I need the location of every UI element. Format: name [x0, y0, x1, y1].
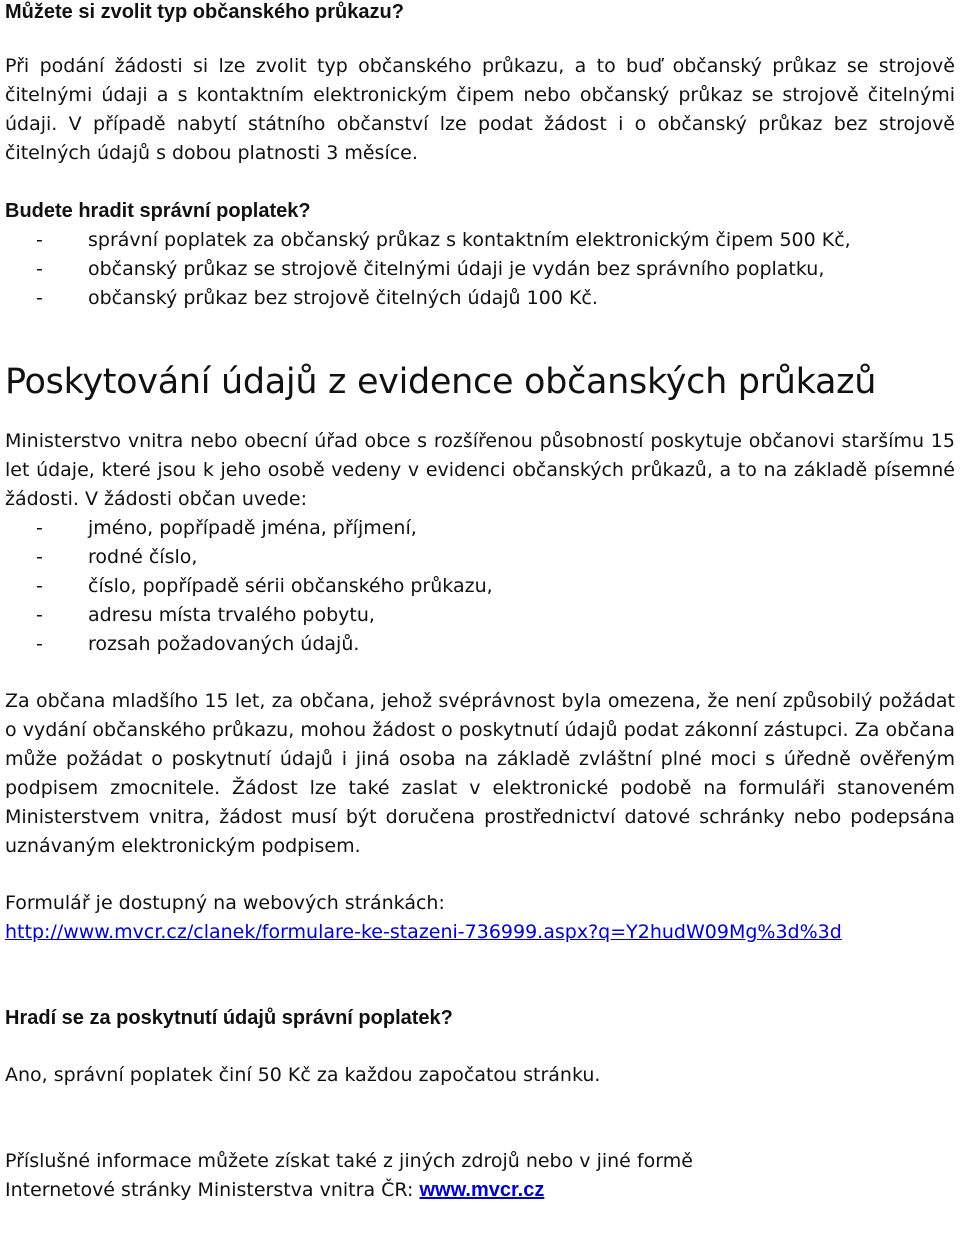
list-item-text: občanský průkaz se strojově čitelnými údaji je vydán bez správního poplatku,: [88, 258, 825, 280]
document-page: [5, 0, 955, 1205]
list-item: [5, 226, 955, 255]
mvcr-website-link[interactable]: www.mvcr.cz: [419, 1179, 545, 1201]
page-title-data-provision: Poskytování údajů z evidence občanských průkazů: [5, 362, 877, 402]
dash-bullet: -: [36, 258, 43, 280]
data-fee-text: Ano, správní poplatek činí 50 Kč za každou započatou stránku.: [5, 1064, 601, 1086]
footer-info-text: Příslušné informace můžete získat také z jiných zdrojů nebo v jiné formě: [5, 1150, 693, 1172]
dash-bullet: -: [36, 546, 43, 568]
request-contents-list: [5, 514, 955, 659]
list-item-text: správní poplatek za občanský průkaz s kontaktním elektronickým čipem 500 Kč,: [88, 229, 851, 251]
list-item: [5, 572, 955, 601]
form-availability-text: Formulář je dostupný na webových stránkách:: [5, 892, 445, 914]
list-item: [5, 543, 955, 572]
dash-bullet: -: [36, 633, 43, 655]
list-item-text: rozsah požadovaných údajů.: [88, 633, 360, 655]
dash-bullet: -: [36, 604, 43, 626]
paragraph-data-provision-intro: Ministerstvo vnitra nebo obecní úřad obce s rozšířenou působností poskytuje občanovi staršímu 15 let údaje, které jsou k jeho osobě vedeny v evidenci občanských průkazů, a to na základě písemné žádosti. V žádosti občan uvede:: [5, 430, 955, 510]
list-item: [5, 255, 955, 284]
list-item-text: adresu místa trvalého pobytu,: [88, 604, 375, 626]
dash-bullet: -: [36, 229, 43, 251]
dash-bullet: -: [36, 517, 43, 539]
heading-fee: Budete hradit správní poplatek?: [5, 200, 311, 222]
form-link-line: [5, 918, 955, 947]
heading-id-card-type: Můžete si zvolit typ občanského průkazu?: [5, 1, 404, 23]
paragraph-representatives: Za občana mladšího 15 let, za občana, jehož svéprávnost byla omezena, že není způsobilý požádat o vydání občanského průkazu, mohou žádost o poskytnutí údajů podat zákonní zástupci. Za občana může požádat o poskytnutí údajů i jiná osoba na základě zvláštní plné moci s úředně ověřeným podpisem zmocnitele. Žádost lze také zaslat v elektronické podobě na formuláři stanoveném Ministerstvem vnitra, žádost musí být doručena prostřednictví datové schránky nebo podepsána uznávaným elektronickým podpisem.: [5, 690, 955, 857]
list-item: [5, 514, 955, 543]
list-item: [5, 284, 955, 313]
list-item: [5, 630, 955, 659]
footer-website-label: Internetové stránky Ministerstva vnitra ČR:: [5, 1179, 420, 1201]
fee-list: [5, 226, 955, 313]
paragraph-id-card-type: Při podání žádosti si lze zvolit typ občanského průkazu, a to buď občanský průkaz se strojově čitelnými údaji a s kontaktním elektronickým čipem nebo občanský průkaz se strojově čitelnými údaji. V případě nabytí státního občanství lze podat žádost i o občanský průkaz bez strojově čitelných údajů s dobou platnosti 3 měsíce.: [5, 55, 955, 164]
list-item-text: jméno, popřípadě jména, příjmení,: [88, 517, 417, 539]
list-item-text: občanský průkaz bez strojově čitelných údajů 100 Kč.: [88, 287, 598, 309]
footer-website-line: [5, 1176, 955, 1205]
list-item: [5, 601, 955, 630]
dash-bullet: -: [36, 575, 43, 597]
dash-bullet: -: [36, 287, 43, 309]
list-item-text: rodné číslo,: [88, 546, 198, 568]
form-download-link[interactable]: http://www.mvcr.cz/clanek/formulare-ke-stazeni-736999.aspx?q=Y2hudW09Mg%3d%3d: [5, 921, 842, 943]
list-item-text: číslo, popřípadě sérii občanského průkazu,: [88, 575, 493, 597]
heading-data-fee: Hradí se za poskytnutí údajů správní poplatek?: [5, 1007, 453, 1029]
